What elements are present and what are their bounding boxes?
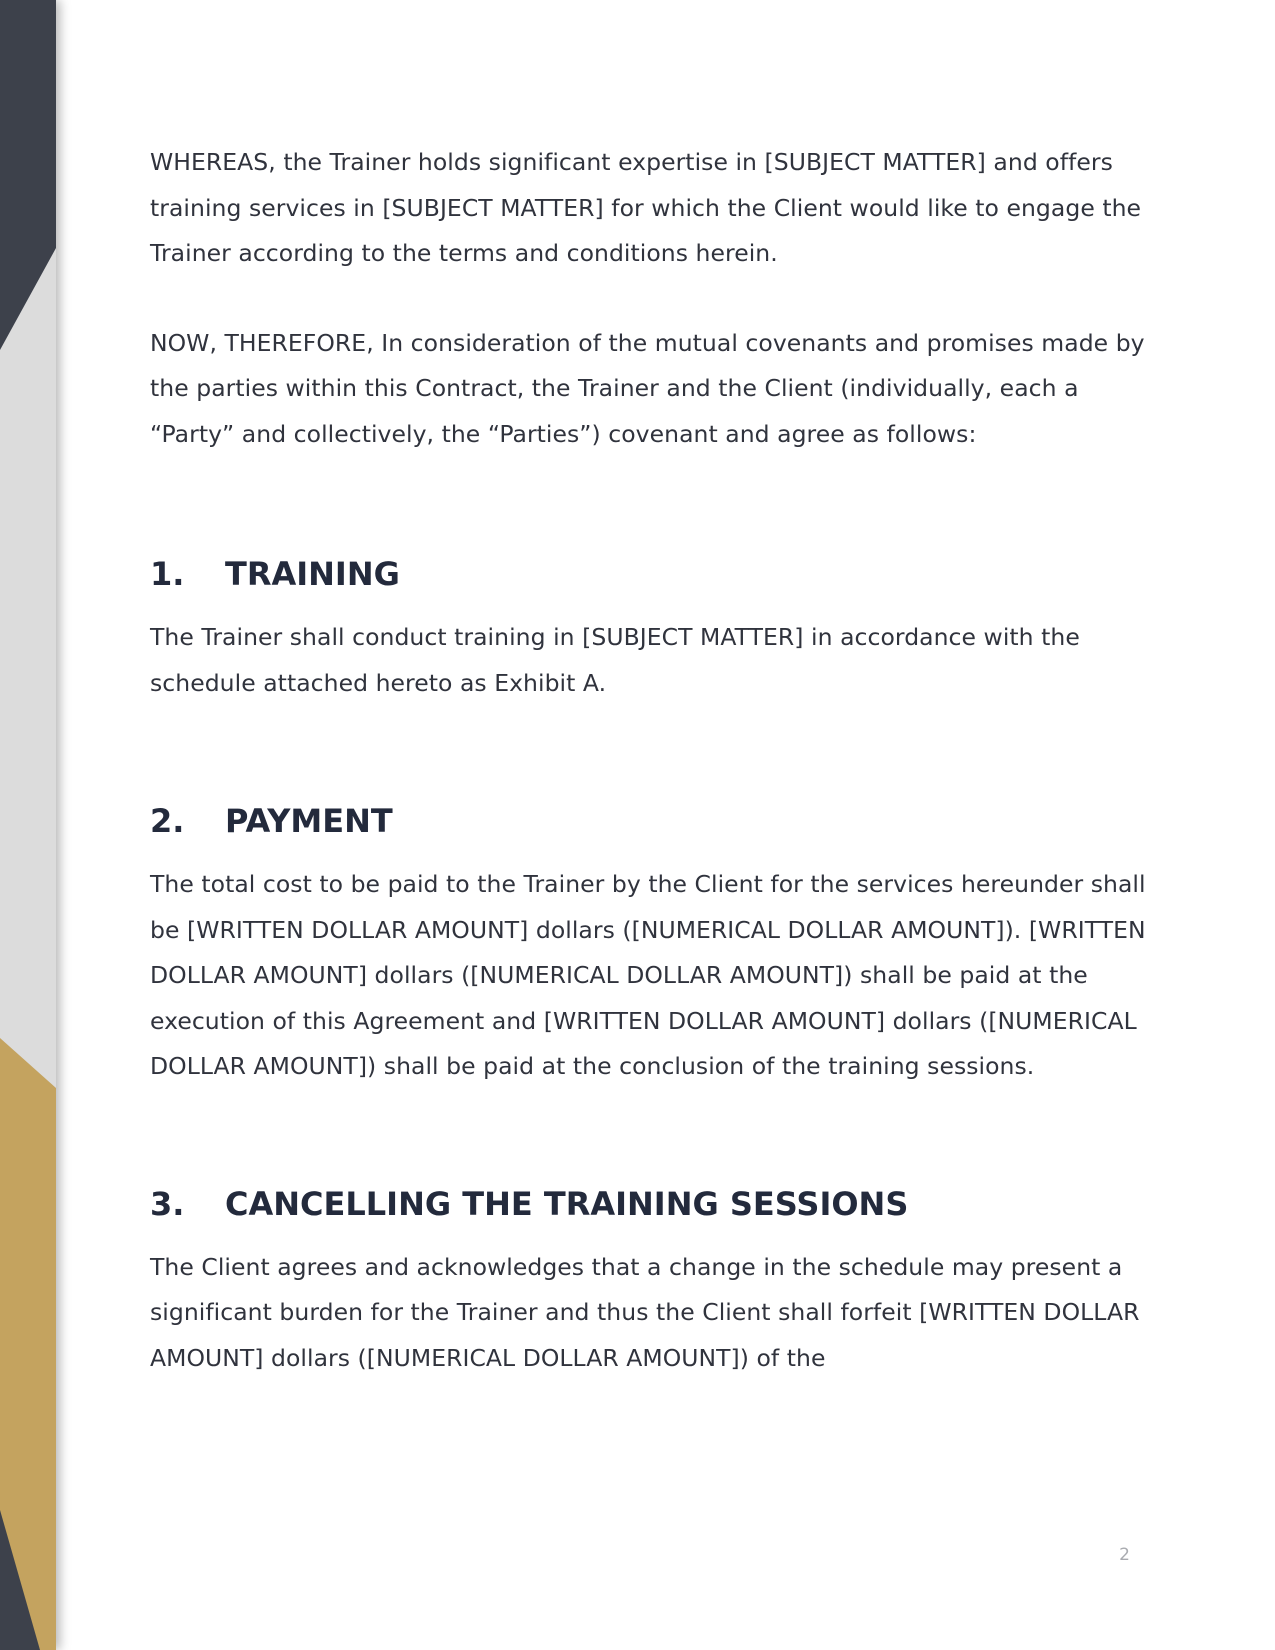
section-number: 2.: [150, 802, 185, 840]
section-number: 1.: [150, 555, 185, 593]
decorative-side-strip: [0, 0, 56, 1650]
section-title: TRAINING: [225, 555, 400, 593]
section-heading-cancelling: [150, 1185, 1150, 1223]
section-body-training: The Trainer shall conduct training in [SUBJECT MATTER] in accordance with the schedule attached hereto as Exhibit A.: [150, 623, 1080, 697]
section-title: PAYMENT: [225, 802, 393, 840]
section-body-cancelling: The Client agrees and acknowledges that a change in the schedule may present a significant burden for the Trainer and thus the Client shall forfeit [WRITTEN DOLLAR AMOUNT] dollars ([NUMERICAL DOLLAR AMOUNT]) of the: [150, 1252, 1140, 1372]
now-therefore-paragraph: NOW, THEREFORE, In consideration of the mutual covenants and promises made by the parties within this Contract, the Trainer and the Client (individually, each a “Party” and collectively, the “Parties”) covenant and agree as follows:: [150, 328, 1145, 448]
whereas-paragraph: WHEREAS, the Trainer holds significant expertise in [SUBJECT MATTER] and offers training services in [SUBJECT MATTER] for which the Client would like to engage the Trainer according to the terms and conditions herein.: [150, 148, 1142, 267]
document-content: [150, 140, 1150, 1381]
side-strip-graphic: [0, 0, 56, 1650]
section-number: 3.: [150, 1184, 185, 1223]
section-title: CANCELLING THE TRAINING SESSIONS: [225, 1184, 909, 1223]
section-body-payment: The total cost to be paid to the Trainer by the Client for the services hereunder shall be [WRITTEN DOLLAR AMOUNT] dollars ([NUMERICAL DOLLAR AMOUNT]). [WRITTEN DOLLAR AMOUNT] dollars ([NUMERICAL DOLLAR AMOUNT]) shall be paid at the execution of this Agreement and [WRITTEN DOLLAR AMOUNT] dollars ([NUMERICAL DOLLAR AMOUNT]) shall be paid at the conclusion of the training sessions.: [150, 870, 1146, 1080]
section-heading-training: [150, 555, 1150, 593]
section-heading-payment: [150, 802, 1150, 840]
page-number: 2: [1119, 1545, 1130, 1565]
